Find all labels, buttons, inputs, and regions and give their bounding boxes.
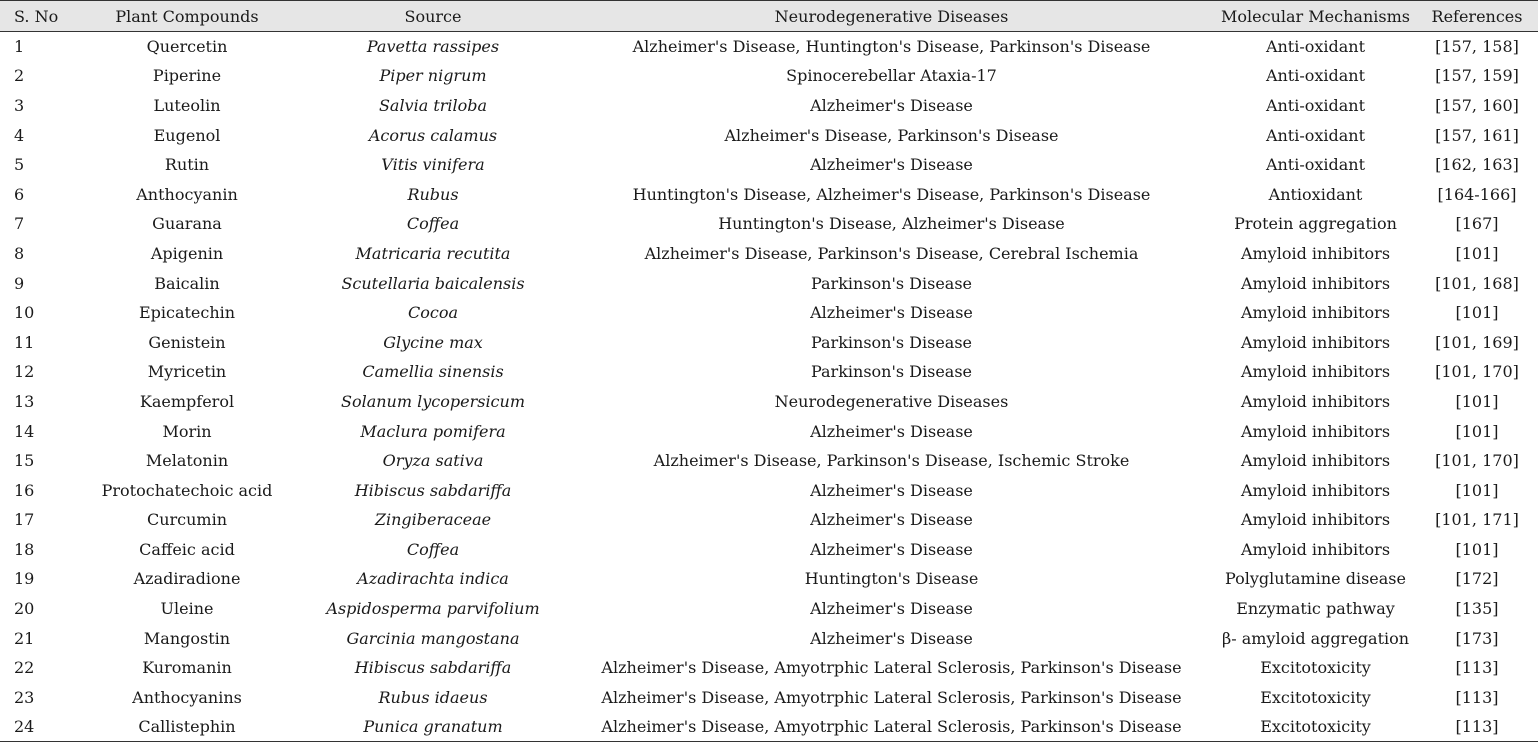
cell-mechanism: Anti-oxidant [1265, 155, 1366, 175]
table-row [0, 150, 1538, 180]
cell-mechanism: Amyloid inhibitors [1240, 421, 1391, 441]
cell-diseases: Alzheimer's Disease [810, 480, 973, 500]
table-row [0, 327, 1538, 357]
cell-mechanism: Anti-oxidant [1265, 95, 1366, 115]
cell-references: [113] [1416, 712, 1538, 742]
cell-sno: 1 [14, 37, 25, 57]
table-row [0, 475, 1538, 505]
cell-source: Maclura pomifera [360, 421, 506, 441]
header-row [0, 1, 1538, 32]
cell-sno: 7 [14, 214, 25, 234]
cell-plant-compound: Anthocyanin [136, 184, 238, 204]
cell-mechanism: Antioxidant [1268, 184, 1363, 204]
table-body [0, 32, 1538, 742]
table-header [0, 1, 1538, 32]
cell-mechanism: Amyloid inhibitors [1240, 273, 1391, 293]
table-row [0, 179, 1538, 209]
cell-source: Piper nigrum [379, 66, 487, 86]
cell-references: [162, 163] [1435, 155, 1519, 175]
cell-sno: 8 [14, 243, 25, 263]
table-row [0, 120, 1538, 150]
cell-plant-compound: Azadiradione [133, 569, 241, 589]
cell-diseases: Alzheimer's Disease, Parkinson's Disease, Ischemic Stroke [653, 451, 1130, 471]
table-row [0, 683, 1538, 713]
cell-sno: 21 [14, 628, 35, 648]
cell-references: [172] [1455, 569, 1499, 589]
cell-mechanism: Polyglutamine disease [1225, 569, 1406, 589]
cell-plant-compound: Anthocyanins [132, 687, 242, 707]
cell-plant-compound: Apigenin [150, 243, 224, 263]
cell-diseases: Alzheimer's Disease, Amyotrphic Lateral Sclerosis, Parkinson's Disease [601, 687, 1182, 707]
cell-diseases: Alzheimer's Disease [810, 539, 973, 559]
cell-mechanism: Amyloid inhibitors [1240, 243, 1391, 263]
cell-diseases: Alzheimer's Disease, Huntington's Disease, Parkinson's Disease [632, 37, 1151, 57]
cell-diseases: Huntington's Disease, Alzheimer's Disease, Parkinson's Disease [632, 184, 1151, 204]
cell-source: Glycine max [383, 332, 483, 352]
cell-references: [101, 168] [1435, 273, 1519, 293]
cell-mechanism: Amyloid inhibitors [1240, 332, 1391, 352]
cell-diseases: Alzheimer's Disease [810, 95, 973, 115]
cell-source: Camellia sinensis [362, 362, 504, 382]
cell-sno: 13 [14, 391, 35, 411]
cell-references: [101, 169] [1435, 332, 1519, 352]
cell-sno: 20 [14, 599, 35, 619]
table-row [0, 32, 1538, 62]
cell-diseases: Alzheimer's Disease, Amyotrphic Lateral Sclerosis, Parkinson's Disease [601, 658, 1182, 678]
header-references: References [1416, 1, 1538, 32]
cell-references: [173] [1455, 628, 1499, 648]
cell-sno: 19 [14, 569, 35, 589]
cell-mechanism: Amyloid inhibitors [1240, 391, 1391, 411]
cell-plant-compound: Eugenol [153, 125, 221, 145]
table-row [0, 505, 1538, 535]
cell-references: [101] [1455, 421, 1499, 441]
table-row [0, 91, 1538, 121]
cell-diseases: Neurodegenerative Diseases [774, 391, 1009, 411]
cell-sno: 4 [14, 125, 25, 145]
cell-mechanism: Excitotoxicity [1215, 712, 1416, 742]
header-plant-compounds: Plant Compounds [76, 1, 298, 32]
table-row [0, 653, 1538, 683]
cell-plant-compound: Melatonin [145, 451, 229, 471]
cell-references: [157, 161] [1435, 125, 1519, 145]
header-molecular-mechanisms: Molecular Mechanisms [1215, 1, 1416, 32]
cell-mechanism: Amyloid inhibitors [1240, 480, 1391, 500]
cell-sno: 17 [14, 510, 35, 530]
cell-sno: 18 [14, 539, 35, 559]
header-sno: S. No [0, 1, 76, 32]
cell-sno: 24 [0, 712, 76, 742]
cell-sno: 5 [14, 155, 25, 175]
cell-sno: 10 [14, 303, 35, 323]
cell-mechanism: Amyloid inhibitors [1240, 362, 1391, 382]
cell-references: [101] [1455, 480, 1499, 500]
cell-plant-compound: Luteolin [153, 95, 221, 115]
cell-source: Salvia triloba [378, 95, 488, 115]
table-row [0, 209, 1538, 239]
table-row [0, 298, 1538, 328]
cell-diseases: Alzheimer's Disease [810, 155, 973, 175]
cell-mechanism: Excitotoxicity [1260, 687, 1371, 707]
cell-plant-compound: Mangostin [143, 628, 231, 648]
cell-references: [157, 158] [1435, 37, 1519, 57]
cell-references: [101, 170] [1435, 362, 1519, 382]
cell-sno: 14 [14, 421, 35, 441]
cell-references: [113] [1455, 687, 1499, 707]
cell-diseases: Huntington's Disease [804, 569, 979, 589]
cell-plant-compound: Piperine [152, 66, 222, 86]
cell-references: [101] [1455, 303, 1499, 323]
cell-source: Acorus calamus [368, 125, 498, 145]
cell-diseases: Parkinson's Disease [810, 332, 973, 352]
cell-source: Punica granatum [298, 712, 568, 742]
cell-references: [164-166] [1437, 184, 1517, 204]
cell-mechanism: Amyloid inhibitors [1240, 510, 1391, 530]
table-row [0, 416, 1538, 446]
cell-diseases: Parkinson's Disease [810, 273, 973, 293]
cell-mechanism: Amyloid inhibitors [1240, 539, 1391, 559]
cell-source: Vitis vinifera [381, 155, 485, 175]
cell-diseases: Spinocerebellar Ataxia-17 [786, 66, 997, 86]
cell-source: Pavetta rassipes [366, 37, 500, 57]
cell-source: Rubus idaeus [378, 687, 488, 707]
cell-plant-compound: Rutin [164, 155, 210, 175]
cell-source: Rubus [407, 184, 459, 204]
cell-diseases: Alzheimer's Disease, Parkinson's Disease, Cerebral Ischemia [644, 243, 1139, 263]
header-source: Source [298, 1, 568, 32]
cell-references: [135] [1455, 599, 1499, 619]
cell-source: Hibiscus sabdariffa [354, 480, 512, 500]
cell-diseases: Alzheimer's Disease [810, 303, 973, 323]
cell-source: Coffea [406, 539, 460, 559]
cell-sno: 9 [14, 273, 25, 293]
cell-diseases: Alzheimer's Disease, Parkinson's Disease [724, 125, 1059, 145]
table-row [0, 61, 1538, 91]
cell-sno: 12 [14, 362, 35, 382]
cell-mechanism: Anti-oxidant [1265, 37, 1366, 57]
cell-sno: 6 [14, 184, 25, 204]
table-row [0, 535, 1538, 565]
cell-plant-compound: Uleine [160, 599, 214, 619]
cell-references: [101, 171] [1435, 510, 1519, 530]
cell-mechanism: Protein aggregation [1234, 214, 1397, 234]
cell-plant-compound: Guarana [152, 214, 222, 234]
cell-diseases: Alzheimer's Disease [810, 421, 973, 441]
cell-references: [113] [1455, 658, 1499, 678]
cell-mechanism: Excitotoxicity [1260, 658, 1371, 678]
cell-diseases: Alzheimer's Disease, Amyotrphic Lateral Sclerosis, Parkinson's Disease [568, 712, 1215, 742]
cell-plant-compound: Protochatechoic acid [101, 480, 273, 500]
cell-mechanism: Enzymatic pathway [1236, 599, 1395, 619]
cell-diseases: Alzheimer's Disease [810, 628, 973, 648]
cell-diseases: Huntington's Disease, Alzheimer's Disease [718, 214, 1065, 234]
cell-references: [101] [1455, 539, 1499, 559]
cell-plant-compound: Epicatechin [138, 303, 236, 323]
cell-plant-compound: Morin [162, 421, 212, 441]
cell-plant-compound: Kaempferol [139, 391, 235, 411]
cell-sno: 16 [14, 480, 35, 500]
cell-sno: 11 [14, 332, 35, 352]
cell-source: Azadirachta indica [357, 569, 509, 589]
cell-references: [157, 160] [1435, 95, 1519, 115]
cell-source: Aspidosperma parvifolium [326, 599, 540, 619]
cell-plant-compound: Kuromanin [142, 658, 232, 678]
cell-mechanism: β- amyloid aggregation [1221, 628, 1410, 648]
cell-source: Hibiscus sabdariffa [354, 658, 512, 678]
cell-source: Scutellaria baicalensis [341, 273, 525, 293]
table-row [0, 357, 1538, 387]
cell-references: [101] [1455, 391, 1499, 411]
cell-sno: 2 [14, 66, 25, 86]
cell-references: [157, 159] [1435, 66, 1519, 86]
cell-plant-compound: Baicalin [154, 273, 220, 293]
cell-mechanism: Amyloid inhibitors [1240, 451, 1391, 471]
cell-sno: 15 [14, 451, 35, 471]
cell-source: Oryza sativa [382, 451, 484, 471]
cell-plant-compound: Curcumin [146, 510, 228, 530]
cell-mechanism: Anti-oxidant [1265, 125, 1366, 145]
header-neurodegenerative-diseases: Neurodegenerative Diseases [568, 1, 1215, 32]
cell-sno: 23 [14, 687, 35, 707]
table-row [0, 564, 1538, 594]
cell-source: Zingiberaceae [374, 510, 492, 530]
cell-diseases: Alzheimer's Disease [810, 510, 973, 530]
cell-plant-compound: Genistein [148, 332, 226, 352]
cell-source: Cocoa [407, 303, 458, 323]
table-row [0, 712, 1538, 742]
cell-sno: 22 [14, 658, 35, 678]
table-row [0, 387, 1538, 417]
cell-mechanism: Amyloid inhibitors [1240, 303, 1391, 323]
cell-source: Coffea [406, 214, 460, 234]
cell-diseases: Parkinson's Disease [810, 362, 973, 382]
table-row [0, 594, 1538, 624]
cell-source: Matricaria recutita [355, 243, 511, 263]
cell-plant-compound: Quercetin [146, 37, 228, 57]
cell-diseases: Alzheimer's Disease [810, 599, 973, 619]
table-row [0, 446, 1538, 476]
cell-plant-compound: Myricetin [147, 362, 227, 382]
cell-source: Solanum lycopersicum [341, 391, 525, 411]
cell-mechanism: Anti-oxidant [1265, 66, 1366, 86]
cell-source: Garcinia mangostana [346, 628, 520, 648]
cell-references: [167] [1455, 214, 1499, 234]
cell-references: [101] [1455, 243, 1499, 263]
cell-plant-compound: Caffeic acid [139, 539, 235, 559]
cell-sno: 3 [14, 95, 25, 115]
table-row [0, 239, 1538, 269]
cell-references: [101, 170] [1435, 451, 1519, 471]
table-row [0, 623, 1538, 653]
table-row [0, 268, 1538, 298]
cell-plant-compound: Callistephin [76, 712, 298, 742]
